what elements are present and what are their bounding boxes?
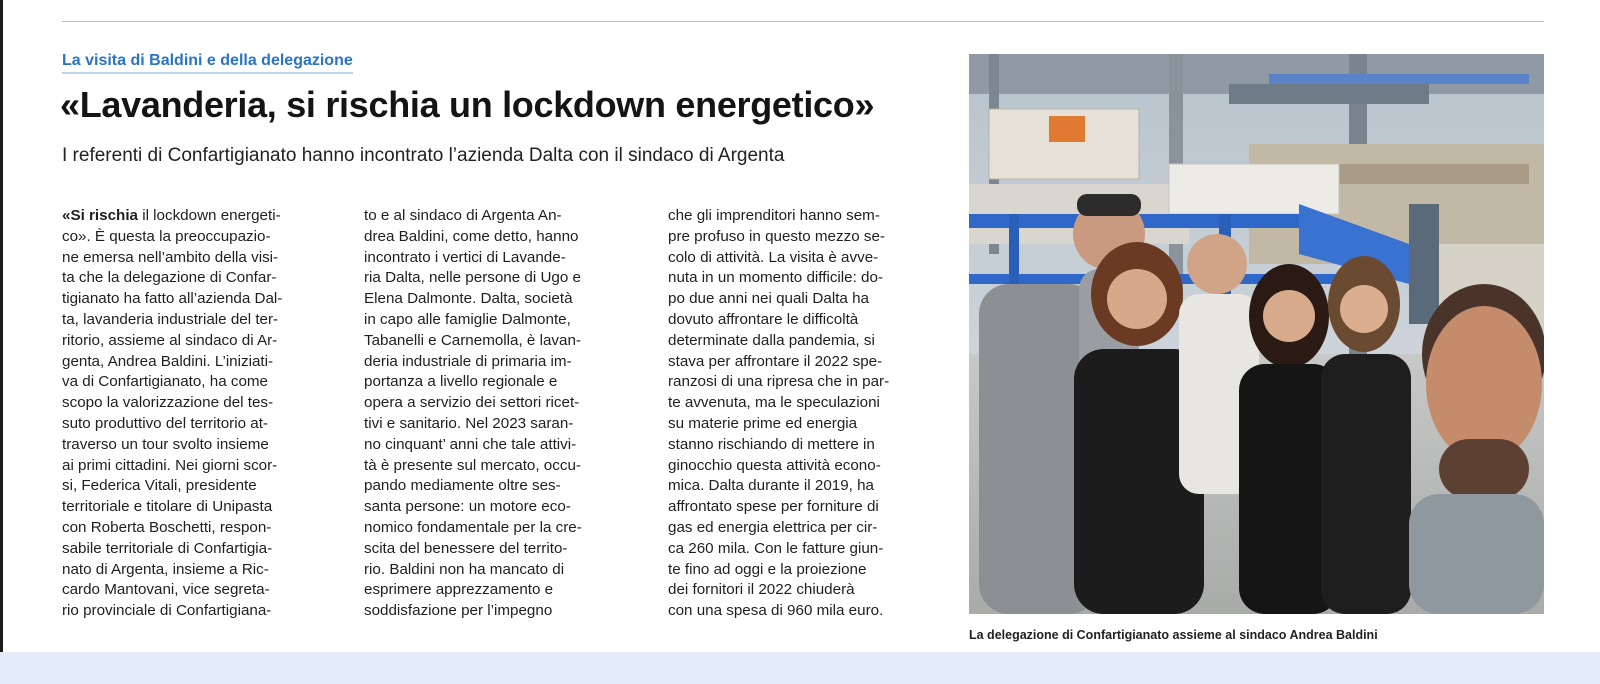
- article-line: ne emersa nell’ambito della visi-: [62, 248, 279, 266]
- article-line: territoriale e titolare di Unipasta: [62, 498, 273, 516]
- article-line: co». È questa la preoccupazio-: [62, 227, 271, 245]
- article-line: affrontato spese per forniture di: [668, 498, 879, 516]
- article-line: deria industriale di primaria im-: [364, 352, 572, 370]
- article-line: pre profuso in questo mezzo se-: [668, 227, 885, 245]
- article-line: nato di Argenta, insieme a Ric-: [62, 560, 269, 578]
- article-line: scopo la valorizzazione del tes-: [62, 394, 274, 412]
- article-line: va di Confartigianato, ha come: [62, 373, 268, 391]
- top-divider: [62, 21, 1544, 22]
- article-line: scita del benessere del territo-: [364, 539, 568, 557]
- article-line: esprimere apprezzamento e: [364, 581, 554, 599]
- article-line: determinate dalla pandemia, si: [668, 331, 875, 349]
- article-line: nomico fondamentale per la cre-: [364, 518, 582, 536]
- article-line: no cinquant’ anni che tale attivi-: [364, 435, 577, 453]
- article-line: [62, 206, 332, 227]
- article-line: gas ed energia elettrica per cir-: [668, 518, 878, 536]
- article-line: sabile territoriale di Confartigia-: [62, 539, 273, 557]
- article-line: con una spesa di 960 mila euro.: [668, 602, 884, 620]
- article-line: pando mediamente oltre ses-: [364, 477, 561, 495]
- photo-caption: La delegazione di Confartigianato assieme al sindaco Andrea Baldini: [969, 628, 1378, 642]
- article-line: stanno rischiando di mettere in: [668, 435, 875, 453]
- article-line: traverso un tour svolto insieme: [62, 435, 269, 453]
- article-line: colo di attività. La visita è avve-: [668, 248, 879, 266]
- article-line: incontrato i vertici di Lavande-: [364, 248, 566, 266]
- screen-edge: [0, 0, 3, 684]
- article-line: ginocchio questa attività econo-: [668, 456, 881, 474]
- article-line: rio. Baldini non ha mancato di: [364, 560, 565, 578]
- article-kicker: La visita di Baldini e della delegazione: [62, 52, 353, 74]
- article-lead: «Si rischia: [62, 207, 138, 224]
- article-line: ria Dalta, nelle persone di Ugo e: [364, 269, 581, 287]
- article-line: su materie prime ed energia: [668, 414, 858, 432]
- article-line: Elena Dalmonte. Dalta, società: [364, 290, 573, 308]
- article-line-text: il lockdown energeti-: [137, 207, 281, 224]
- article-line: tigianato ha fatto all’azienda Dal-: [62, 290, 283, 308]
- article-column-1: [62, 206, 332, 622]
- article-photo: [969, 54, 1544, 614]
- article-line: Tabanelli e Carnemolla, è lavan-: [364, 331, 581, 349]
- article-line: portanza a livello regionale e: [364, 373, 558, 391]
- bottom-bar: [0, 652, 1600, 684]
- article-line: ritorio, assieme al sindaco di Ar-: [62, 331, 278, 349]
- article-line: stava per affrontare il 2022 spe-: [668, 352, 883, 370]
- article-line: soddisfazione per l’impegno: [364, 602, 553, 620]
- article-line: con Roberta Boschetti, respon-: [62, 518, 272, 536]
- article-line: tivi e sanitario. Nel 2023 saran-: [364, 414, 574, 432]
- article-line: ai primi cittadini. Nei giorni scor-: [62, 456, 278, 474]
- article-line: ranzosi di una ripresa che in par-: [668, 373, 890, 391]
- article-line: nuta in un momento difficile: do-: [668, 269, 883, 287]
- article-line: to e al sindaco di Argenta An-: [364, 207, 562, 224]
- article-line: cardo Mantovani, vice segreta-: [62, 581, 270, 599]
- article-column-3: [668, 206, 938, 622]
- article-line: rio provinciale di Confartigiana-: [62, 602, 272, 620]
- article-line: che gli imprenditori hanno sem-: [668, 207, 880, 224]
- article-line: tà è presente sul mercato, occu-: [364, 456, 581, 474]
- article-line: dei fornitori il 2022 chiuderà: [668, 581, 855, 599]
- article-line: santa persone: un motore eco-: [364, 498, 571, 516]
- article-line: drea Baldini, come detto, hanno: [364, 227, 579, 245]
- article-headline: «Lavanderia, si rischia un lockdown energetico»: [60, 84, 875, 125]
- article-line: si, Federica Vitali, presidente: [62, 477, 257, 495]
- article-line: ta che la delegazione di Confar-: [62, 269, 277, 287]
- article-line: genta, Andrea Baldini. L’iniziati-: [62, 352, 274, 370]
- article-line: suto produttivo del territorio at-: [62, 414, 268, 432]
- article-line: opera a servizio dei settori ricet-: [364, 394, 580, 412]
- photo-illustration: [969, 54, 1544, 614]
- article-line: dovuto affrontare le difficoltà: [668, 310, 859, 328]
- article-line: ta, lavanderia industriale del ter-: [62, 310, 279, 328]
- article-line: po due anni nei quali Dalta ha: [668, 290, 869, 308]
- article-column-2: [364, 206, 634, 622]
- article-line: te fino ad oggi e la proiezione: [668, 560, 867, 578]
- article-line: in capo alle famiglie Dalmonte,: [364, 310, 571, 328]
- article-line: te avvenuta, ma le speculazioni: [668, 394, 880, 412]
- article-line: ca 260 mila. Con le fatture giun-: [668, 539, 884, 557]
- article-line: mica. Dalta durante il 2019, ha: [668, 477, 874, 495]
- article-subheadline: I referenti di Confartigianato hanno incontrato l’azienda Dalta con il sindaco di Argenta: [62, 145, 785, 166]
